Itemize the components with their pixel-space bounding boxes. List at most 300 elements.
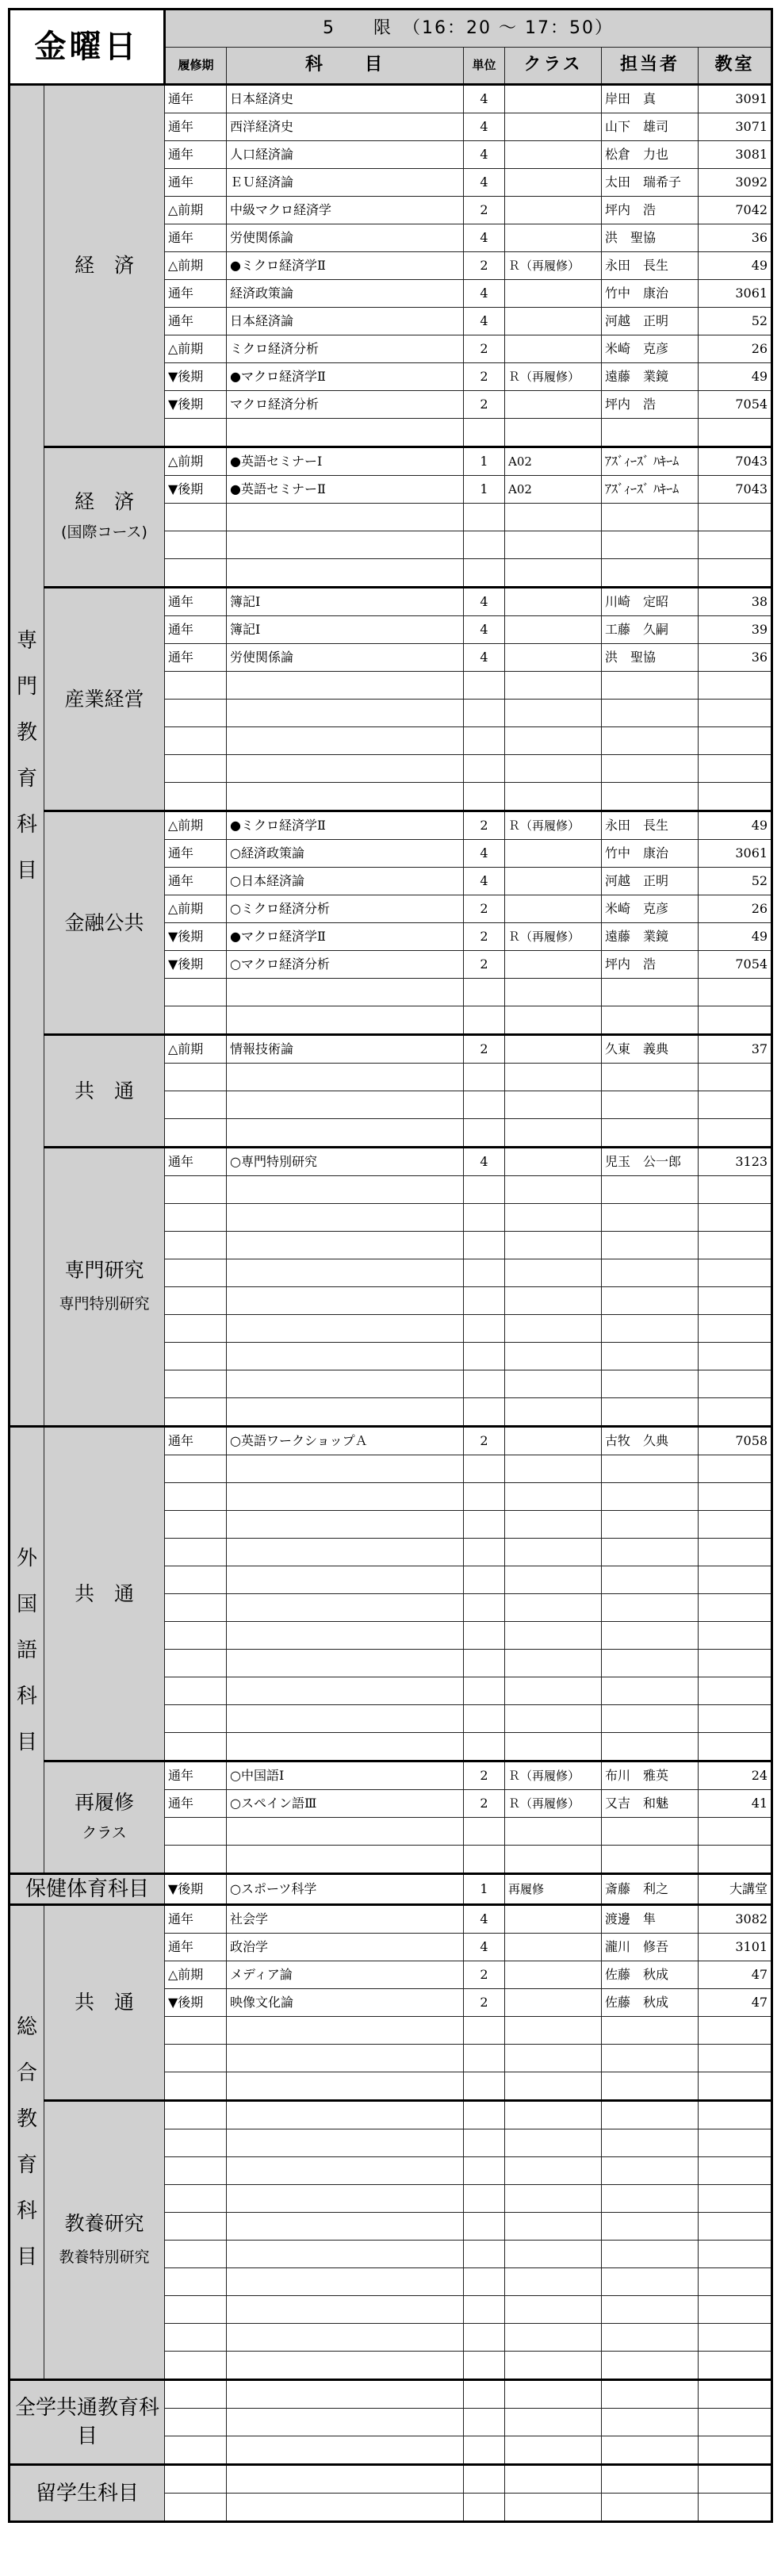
course-term: △前期 — [165, 197, 227, 224]
course-name: ○専門特別研究 — [227, 1148, 464, 1176]
course-units: 2 — [464, 895, 505, 923]
empty-cell — [602, 2213, 699, 2241]
empty-cell — [165, 2268, 227, 2296]
empty-cell — [227, 1677, 464, 1705]
empty-cell — [505, 1119, 602, 1148]
empty-cell — [227, 559, 464, 588]
course-class — [505, 224, 602, 252]
course-room: 26 — [699, 335, 772, 363]
empty-cell — [602, 2436, 699, 2465]
table-row — [10, 2465, 772, 2494]
course-teacher: 山下 雄司 — [602, 113, 699, 141]
empty-cell — [699, 1006, 772, 1035]
empty-cell — [699, 755, 772, 783]
empty-cell — [602, 2494, 699, 2522]
empty-cell — [165, 1091, 227, 1119]
course-teacher: 遠藤 業鏡 — [602, 923, 699, 951]
empty-cell — [602, 2101, 699, 2129]
empty-cell — [699, 2465, 772, 2494]
empty-cell — [464, 2185, 505, 2213]
empty-cell — [505, 2045, 602, 2072]
empty-cell — [227, 504, 464, 531]
course-name: 中級マクロ経済学 — [227, 197, 464, 224]
empty-cell — [602, 1818, 699, 1846]
empty-cell — [505, 2268, 602, 2296]
empty-cell — [505, 2185, 602, 2213]
empty-cell — [505, 1315, 602, 1343]
empty-cell — [602, 1064, 699, 1091]
column-header-room: 教室 — [699, 47, 772, 85]
empty-cell — [165, 1064, 227, 1091]
empty-cell — [505, 1232, 602, 1259]
course-term: ▼後期 — [165, 951, 227, 979]
empty-cell — [464, 504, 505, 531]
course-room: 7054 — [699, 391, 772, 419]
course-name: マクロ経済分析 — [227, 391, 464, 419]
empty-cell — [699, 2129, 772, 2157]
course-teacher: 洪 聖協 — [602, 644, 699, 672]
empty-cell — [464, 419, 505, 447]
empty-cell — [699, 559, 772, 588]
empty-cell — [602, 2185, 699, 2213]
course-term: 通年 — [165, 308, 227, 335]
empty-cell — [464, 2324, 505, 2352]
empty-cell — [699, 2072, 772, 2101]
course-name: ○スポーツ科学 — [227, 1874, 464, 1905]
course-units: 4 — [464, 224, 505, 252]
table-row — [10, 588, 772, 616]
course-name: 経済政策論 — [227, 280, 464, 308]
empty-cell — [505, 1539, 602, 1566]
course-room: 3101 — [699, 1934, 772, 1961]
empty-cell — [699, 1483, 772, 1511]
empty-cell — [602, 1287, 699, 1315]
empty-cell — [602, 1176, 699, 1204]
empty-cell — [602, 2296, 699, 2324]
empty-cell — [602, 2129, 699, 2157]
empty-cell — [227, 2409, 464, 2436]
course-term: △前期 — [165, 447, 227, 476]
empty-cell — [464, 1705, 505, 1733]
empty-cell — [227, 2465, 464, 2494]
course-name: 日本経済論 — [227, 308, 464, 335]
empty-cell — [165, 2072, 227, 2101]
course-teacher: 佐藤 秋成 — [602, 1989, 699, 2017]
course-room: 39 — [699, 616, 772, 644]
empty-cell — [505, 1483, 602, 1511]
empty-cell — [505, 2436, 602, 2465]
empty-cell — [602, 1370, 699, 1398]
empty-cell — [699, 1566, 772, 1594]
course-name: 人口経済論 — [227, 141, 464, 169]
empty-cell — [602, 1650, 699, 1677]
empty-cell — [699, 1176, 772, 1204]
empty-cell — [464, 1119, 505, 1148]
course-term: 通年 — [165, 141, 227, 169]
group-label — [44, 1905, 165, 2101]
empty-cell — [699, 1343, 772, 1370]
course-term: 通年 — [165, 224, 227, 252]
course-name: ミクロ経済分析 — [227, 335, 464, 363]
empty-cell — [505, 1705, 602, 1733]
group-subname: 専門特別研究 — [59, 1294, 150, 1313]
empty-cell — [464, 1204, 505, 1232]
table-row — [10, 1427, 772, 1455]
course-term: △前期 — [165, 252, 227, 280]
empty-cell — [165, 1370, 227, 1398]
empty-cell — [227, 2072, 464, 2101]
course-class: A02 — [505, 476, 602, 504]
course-units: 1 — [464, 447, 505, 476]
empty-cell — [227, 531, 464, 559]
course-name: ●ミクロ経済学Ⅱ — [227, 252, 464, 280]
course-teacher: 川崎 定昭 — [602, 588, 699, 616]
empty-cell — [699, 1677, 772, 1705]
course-units: 1 — [464, 476, 505, 504]
course-teacher: 永田 長生 — [602, 252, 699, 280]
empty-cell — [165, 2494, 227, 2522]
course-room: 49 — [699, 363, 772, 391]
empty-cell — [165, 700, 227, 727]
course-class — [505, 85, 602, 113]
course-name: 簿記Ⅰ — [227, 588, 464, 616]
table-row — [10, 2380, 772, 2409]
empty-cell — [505, 1343, 602, 1370]
course-class — [505, 308, 602, 335]
section-label: 留学生科目 — [10, 2465, 165, 2522]
course-units: 4 — [464, 644, 505, 672]
empty-cell — [602, 559, 699, 588]
course-term: 通年 — [165, 1427, 227, 1455]
course-name: ○マクロ経済分析 — [227, 951, 464, 979]
empty-cell — [699, 1091, 772, 1119]
empty-cell — [602, 979, 699, 1006]
course-units: 1 — [464, 1874, 505, 1905]
empty-cell — [602, 1119, 699, 1148]
empty-cell — [464, 1259, 505, 1287]
empty-cell — [165, 1511, 227, 1539]
empty-cell — [699, 1622, 772, 1650]
empty-cell — [165, 1006, 227, 1035]
group-name: 共 通 — [74, 1079, 134, 1102]
course-units: 4 — [464, 1148, 505, 1176]
course-units: 2 — [464, 1790, 505, 1818]
empty-cell — [464, 1091, 505, 1119]
course-name: ○スペイン語Ⅲ — [227, 1790, 464, 1818]
empty-cell — [602, 755, 699, 783]
empty-cell — [227, 2324, 464, 2352]
course-teacher: 岸田 真 — [602, 85, 699, 113]
empty-cell — [165, 1232, 227, 1259]
course-room: 7042 — [699, 197, 772, 224]
course-units: 2 — [464, 923, 505, 951]
course-class — [505, 1035, 602, 1064]
empty-cell — [699, 2409, 772, 2436]
course-term: ▼後期 — [165, 363, 227, 391]
section-category: 専 門 教 育 科 目 — [10, 85, 44, 1427]
empty-cell — [165, 1650, 227, 1677]
course-term: △前期 — [165, 335, 227, 363]
course-teacher: 松倉 力也 — [602, 141, 699, 169]
section-category: 総 合 教 育 科 目 — [10, 1905, 44, 2380]
empty-cell — [464, 1176, 505, 1204]
course-room: 3081 — [699, 141, 772, 169]
course-term: 通年 — [165, 1905, 227, 1934]
empty-cell — [602, 1259, 699, 1287]
course-class — [505, 113, 602, 141]
course-room: 7058 — [699, 1427, 772, 1455]
empty-cell — [699, 531, 772, 559]
empty-cell — [227, 1511, 464, 1539]
course-room: 38 — [699, 588, 772, 616]
empty-cell — [602, 1398, 699, 1427]
empty-cell — [165, 1287, 227, 1315]
course-teacher: 永田 長生 — [602, 811, 699, 840]
empty-cell — [464, 755, 505, 783]
empty-cell — [227, 2494, 464, 2522]
group-label — [44, 447, 165, 588]
empty-cell — [227, 727, 464, 755]
course-term: 通年 — [165, 1761, 227, 1790]
group-name: 専門研究 — [64, 1258, 144, 1282]
course-class: Ｒ（再履修） — [505, 1790, 602, 1818]
course-room: 52 — [699, 308, 772, 335]
empty-cell — [699, 2017, 772, 2045]
empty-cell — [227, 1622, 464, 1650]
course-room: 7043 — [699, 476, 772, 504]
empty-cell — [505, 2129, 602, 2157]
course-name: ○中国語Ⅰ — [227, 1761, 464, 1790]
course-room: 49 — [699, 811, 772, 840]
empty-cell — [464, 700, 505, 727]
empty-cell — [699, 504, 772, 531]
course-teacher: ｱｽﾞｨｰｽﾞ ﾊｷｰﾑ — [602, 476, 699, 504]
course-units: 2 — [464, 1761, 505, 1790]
course-class: 再履修 — [505, 1874, 602, 1905]
empty-cell — [227, 700, 464, 727]
course-name: 社会学 — [227, 1905, 464, 1934]
course-term: 通年 — [165, 113, 227, 141]
empty-cell — [464, 1287, 505, 1315]
course-term: 通年 — [165, 169, 227, 197]
empty-cell — [699, 1259, 772, 1287]
empty-cell — [699, 1818, 772, 1846]
course-room: 37 — [699, 1035, 772, 1064]
course-room: 49 — [699, 923, 772, 951]
course-name: 映像文化論 — [227, 1989, 464, 2017]
course-units: 2 — [464, 363, 505, 391]
course-name: メディア論 — [227, 1961, 464, 1989]
empty-cell — [602, 1677, 699, 1705]
empty-cell — [602, 1204, 699, 1232]
course-units: 2 — [464, 252, 505, 280]
empty-cell — [464, 2017, 505, 2045]
course-teacher: 米崎 克彦 — [602, 895, 699, 923]
empty-cell — [227, 2101, 464, 2129]
course-term: 通年 — [165, 280, 227, 308]
empty-cell — [505, 2465, 602, 2494]
course-term: 通年 — [165, 644, 227, 672]
empty-cell — [165, 2241, 227, 2268]
course-name: ○ミクロ経済分析 — [227, 895, 464, 923]
empty-cell — [699, 672, 772, 700]
empty-cell — [165, 2213, 227, 2241]
empty-cell — [602, 700, 699, 727]
course-class: A02 — [505, 447, 602, 476]
empty-cell — [699, 1287, 772, 1315]
empty-cell — [464, 2072, 505, 2101]
course-term: 通年 — [165, 85, 227, 113]
empty-cell — [602, 2324, 699, 2352]
empty-cell — [464, 783, 505, 811]
empty-cell — [505, 1650, 602, 1677]
empty-cell — [602, 783, 699, 811]
empty-cell — [602, 2409, 699, 2436]
course-room: 36 — [699, 224, 772, 252]
empty-cell — [602, 1705, 699, 1733]
empty-cell — [602, 2241, 699, 2268]
empty-cell — [699, 1594, 772, 1622]
course-class — [505, 1989, 602, 2017]
course-room: 47 — [699, 1989, 772, 2017]
empty-cell — [505, 2296, 602, 2324]
empty-cell — [602, 2157, 699, 2185]
empty-cell — [602, 531, 699, 559]
empty-cell — [602, 1315, 699, 1343]
group-name: 金融公共 — [64, 910, 144, 934]
empty-cell — [227, 1705, 464, 1733]
empty-cell — [699, 1846, 772, 1874]
course-teacher: 坪内 浩 — [602, 391, 699, 419]
course-units: 2 — [464, 335, 505, 363]
empty-cell — [227, 1594, 464, 1622]
empty-cell — [165, 1343, 227, 1370]
table-row — [10, 1761, 772, 1790]
course-teacher: 古牧 久典 — [602, 1427, 699, 1455]
course-teacher: 工藤 久嗣 — [602, 616, 699, 644]
table-row — [10, 1035, 772, 1064]
empty-cell — [464, 1733, 505, 1761]
empty-cell — [464, 1455, 505, 1483]
empty-cell — [165, 2157, 227, 2185]
course-class — [505, 1148, 602, 1176]
column-header-term: 履修期 — [165, 47, 227, 85]
empty-cell — [165, 727, 227, 755]
empty-cell — [699, 2101, 772, 2129]
empty-cell — [165, 531, 227, 559]
empty-cell — [165, 1818, 227, 1846]
course-name: ●英語セミナーⅠ — [227, 447, 464, 476]
course-teacher: 又吉 和魅 — [602, 1790, 699, 1818]
course-term: 通年 — [165, 1790, 227, 1818]
course-room: 36 — [699, 644, 772, 672]
empty-cell — [602, 2352, 699, 2380]
empty-cell — [464, 2213, 505, 2241]
empty-cell — [227, 1006, 464, 1035]
empty-cell — [227, 1315, 464, 1343]
empty-cell — [227, 1539, 464, 1566]
empty-cell — [505, 2324, 602, 2352]
empty-cell — [464, 2045, 505, 2072]
course-term: △前期 — [165, 895, 227, 923]
empty-cell — [464, 1315, 505, 1343]
empty-cell — [699, 2268, 772, 2296]
empty-cell — [227, 2129, 464, 2157]
empty-cell — [505, 783, 602, 811]
course-room: 3061 — [699, 840, 772, 868]
table-row — [10, 1874, 772, 1905]
empty-cell — [227, 1064, 464, 1091]
empty-cell — [505, 1370, 602, 1398]
empty-cell — [464, 1006, 505, 1035]
course-class — [505, 1961, 602, 1989]
empty-cell — [165, 1315, 227, 1343]
empty-cell — [165, 1176, 227, 1204]
course-teacher: 斎藤 利之 — [602, 1874, 699, 1905]
group-name: 共 通 — [74, 1991, 134, 2014]
course-term: △前期 — [165, 1961, 227, 1989]
course-units: 2 — [464, 1035, 505, 1064]
course-units: 4 — [464, 840, 505, 868]
course-class — [505, 1934, 602, 1961]
empty-cell — [602, 672, 699, 700]
empty-cell — [699, 1232, 772, 1259]
course-teacher: 竹中 康治 — [602, 840, 699, 868]
empty-cell — [165, 1594, 227, 1622]
empty-cell — [165, 1566, 227, 1594]
course-term: ▼後期 — [165, 923, 227, 951]
empty-cell — [464, 1232, 505, 1259]
course-term: 通年 — [165, 1934, 227, 1961]
group-label — [44, 1427, 165, 1761]
course-class: Ｒ（再履修） — [505, 1761, 602, 1790]
empty-cell — [165, 2045, 227, 2072]
empty-cell — [464, 2129, 505, 2157]
empty-cell — [227, 755, 464, 783]
course-term: ▼後期 — [165, 1874, 227, 1905]
empty-cell — [699, 1315, 772, 1343]
group-name: 共 通 — [74, 1581, 134, 1605]
empty-cell — [699, 2352, 772, 2380]
empty-cell — [165, 1483, 227, 1511]
empty-cell — [602, 2072, 699, 2101]
group-name: 産業経営 — [64, 687, 144, 711]
empty-cell — [505, 504, 602, 531]
empty-cell — [227, 1176, 464, 1204]
empty-cell — [602, 1455, 699, 1483]
section-label: 保健体育科目 — [10, 1874, 165, 1905]
course-room: 41 — [699, 1790, 772, 1818]
empty-cell — [165, 1733, 227, 1761]
empty-cell — [227, 2017, 464, 2045]
course-class — [505, 391, 602, 419]
empty-cell — [165, 1677, 227, 1705]
timetable — [8, 8, 773, 2523]
course-name: 政治学 — [227, 1934, 464, 1961]
empty-cell — [505, 1064, 602, 1091]
empty-cell — [505, 1287, 602, 1315]
empty-cell — [165, 2324, 227, 2352]
course-teacher: 久東 義典 — [602, 1035, 699, 1064]
group-name: 経 済 — [74, 254, 134, 277]
empty-cell — [699, 1204, 772, 1232]
empty-cell — [227, 2380, 464, 2409]
empty-cell — [505, 2101, 602, 2129]
empty-cell — [464, 727, 505, 755]
group-name: 経 済 — [74, 490, 134, 513]
empty-cell — [699, 1119, 772, 1148]
empty-cell — [464, 1511, 505, 1539]
